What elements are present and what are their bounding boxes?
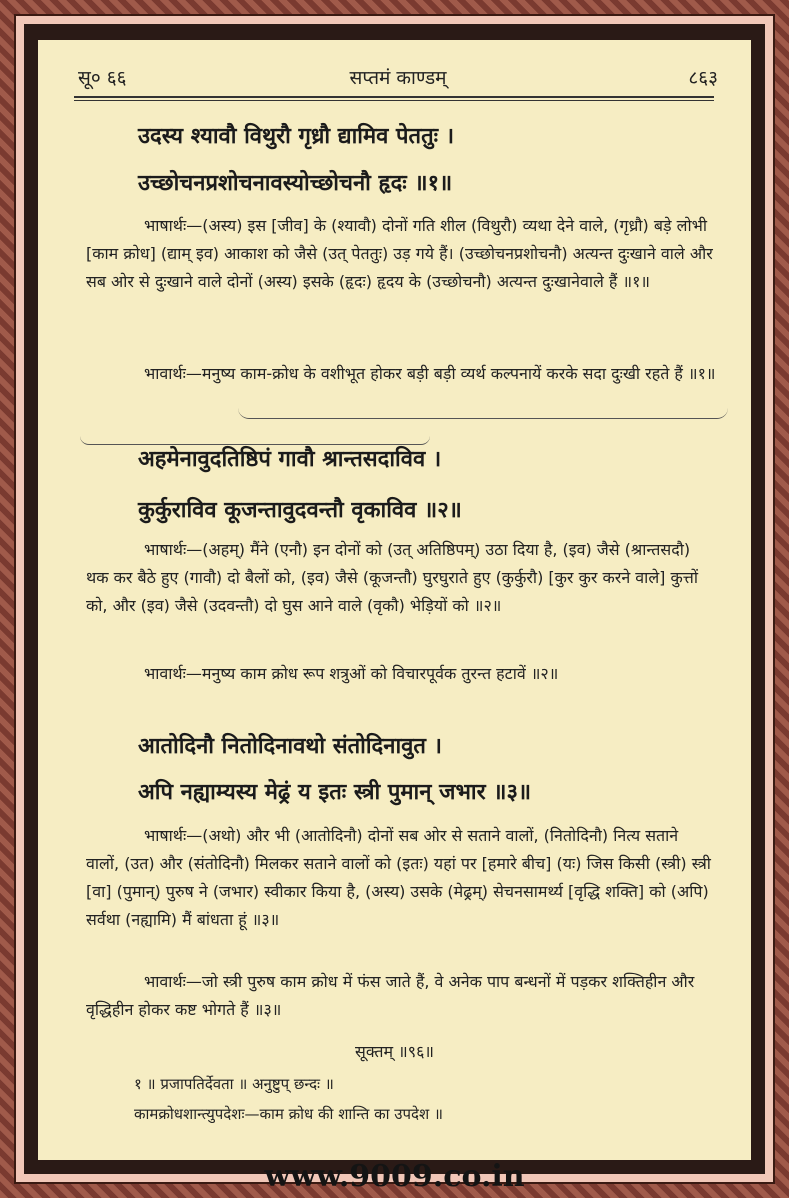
- handwritten-underline: [238, 408, 728, 419]
- bhavarth-paragraph: भावार्थः—मनुष्य काम-क्रोध के वशीभूत होकर बड़ी बड़ी व्यर्थ कल्पनायें करके सदा दुःखी रहते हैं ॥१॥: [144, 364, 716, 383]
- sukta-number: सू० ६६: [78, 67, 127, 89]
- watermark: www.9009.co.in: [264, 1159, 525, 1194]
- sukta-heading: सूक्तम् ॥९६॥: [355, 1042, 434, 1061]
- page-header: [78, 60, 718, 94]
- verse-line: आतोदिनौ नितोदिनावथो संतोदिनावुत ।: [138, 733, 442, 759]
- kanda-title: सप्तमं काण्डम्: [349, 67, 447, 89]
- page-number: ८६३: [688, 67, 718, 89]
- verse-line: अहमेनावुदतिष्ठिपं गावौ श्रान्तसदाविव ।: [138, 446, 442, 472]
- translation-paragraph: भाषार्थः—(अहम्) मैंने (एनौ) इन दोनों को (उत् अतिष्ठिपम्) उठा दिया है, (इव) जैसे (श्रान्तसदौ) थक कर बैठे हुए (गावौ) दो बैलों को, (इव) जैसे (कूजन्तौ) घुरघुराते हुए (कुर्कुरौ) [कुर कुर करने वाले] कुत्तों को, और (इव) जैसे (उदवन्तौ) दो घुस आने वाले (वृकौ) भेड़ियों को ॥२॥: [86, 540, 698, 615]
- bhavarth-paragraph: भावार्थः—जो स्त्री पुरुष काम क्रोध में फंस जाते हैं, वे अनेक पाप बन्धनों में पड़कर शक्तिहीन और वृद्धिहीन होकर कष्ट भोगते हैं ॥३॥: [86, 972, 695, 1019]
- verse-line: अपि नह्याम्यस्य मेढ्रं य इतः स्त्री पुमान् जभार ॥३॥: [138, 779, 532, 805]
- upadesha-line: कामक्रोधशान्त्युपदेशः—काम क्रोध की शान्ति का उपदेश ॥: [134, 1105, 443, 1123]
- verse-line: उच्छोचनप्रशोचनावस्योच्छोचनौ हृदः ॥१॥: [138, 170, 453, 196]
- bhavarth-paragraph: भावार्थः—मनुष्य काम क्रोध रूप शत्रुओं को विचारपूर्वक तुरन्त हटावें ॥२॥: [144, 664, 559, 683]
- devata-chhanda: १ ॥ प्रजापतिर्देवता ॥ अनुष्टुप् छन्दः ॥: [134, 1075, 334, 1093]
- translation-paragraph: भाषार्थः—(अथो) और भी (आतोदिनौ) दोनों सब ओर से सताने वालों, (नितोदिनौ) नित्य सताने वालों, (उत) और (संतोदिनौ) मिलकर सताने वालों को (इतः) यहां पर [हमारे बीच] (यः) जिस किसी (स्त्री) स्त्री [वा] (पुमान्) पुरुष ने (जभार) स्वीकार किया है, (अस्य) उसके (मेढ्रम्) सेचनसामर्थ्य [वृद्धि शक्ति] को (अपि) सर्वथा (नह्यामि) मैं बांधता हूं ॥३॥: [86, 826, 711, 929]
- translation-paragraph: भाषार्थः—(अस्य) इस [जीव] के (श्यावौ) दोनों गति शील (विथुरौ) व्यथा देने वाले, (गृध्रौ) बड़े लोभी [काम क्रोध] (द्याम् इव) आकाश को जैसे (उत् पेततुः) उड़ गये हैं। (उच्छोचनप्रशोचनौ) अत्यन्त दुःखाने वाले और सब ओर से दुःखाने वाले दोनों (अस्य) इसके (हृदः) हृदय के (उच्छोचनौ) अत्यन्त दुःखानेवाले हैं ॥१॥: [86, 216, 713, 291]
- verse-line: उदस्य श्यावौ विथुरौ गृध्रौ द्यामिव पेततुः ।: [138, 123, 455, 149]
- verse-line: कुर्कुराविव कूजन्तावुदवन्तौ वृकाविव ॥२॥: [138, 497, 462, 523]
- header-rule: [74, 96, 714, 101]
- document-page: [38, 40, 751, 1160]
